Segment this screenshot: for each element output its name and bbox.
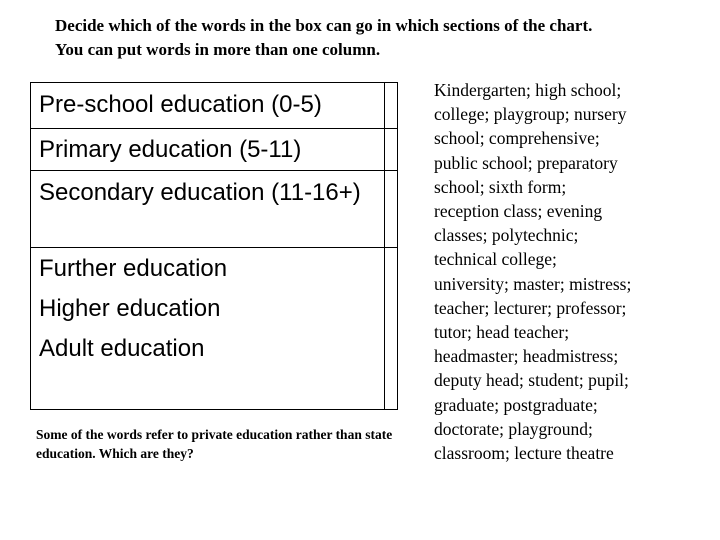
private-education-note: Some of the words refer to private education rather than state education. Which are they? (36, 427, 393, 461)
word-box-line: reception class; evening (434, 201, 603, 222)
instruction-line-1: Decide which of the words in the box can go in which sections of the chart. (55, 16, 593, 35)
word-box-line: classes; polytechnic; (434, 225, 579, 246)
word-box-line: deputy head; student; pupil; (434, 370, 629, 391)
word-box-line: school; comprehensive; (434, 128, 600, 149)
word-box-line: university; master; mistress; (434, 273, 632, 294)
word-box-line: headmaster; headmistress; (434, 346, 619, 367)
word-box-line: technical college; (434, 249, 557, 270)
word-box (434, 78, 682, 465)
word-box-line: tutor; head teacher; (434, 322, 570, 343)
word-box-line: classroom; lecture theatre (434, 443, 614, 464)
row-adult: Adult education (39, 335, 205, 362)
row-divider (31, 170, 397, 171)
row-primary: Primary education (5-11) (39, 136, 302, 163)
column-divider (397, 83, 398, 409)
word-box-line: doctorate; playground; (434, 418, 593, 439)
word-box-line: school; sixth form; (434, 176, 567, 197)
row-higher: Higher education (39, 295, 221, 322)
row-secondary: Secondary education (11-16+) (39, 179, 361, 206)
word-box-line: teacher; lecturer; professor; (434, 297, 627, 318)
column-divider (384, 83, 385, 409)
row-pre-school: Pre-school education (0-5) (39, 91, 322, 118)
row-divider (31, 247, 397, 248)
word-box-line: graduate; postgraduate; (434, 394, 598, 415)
word-box-line: college; playgroup; nursery (434, 104, 627, 125)
word-box-line: public school; preparatory (434, 152, 618, 173)
instruction-line-2: You can put words in more than one column. (55, 40, 381, 59)
row-divider (31, 128, 397, 129)
row-further: Further education (39, 255, 228, 282)
education-chart-table (30, 82, 398, 410)
instructions (55, 14, 705, 62)
word-box-line: Kindergarten; high school; (434, 80, 622, 100)
